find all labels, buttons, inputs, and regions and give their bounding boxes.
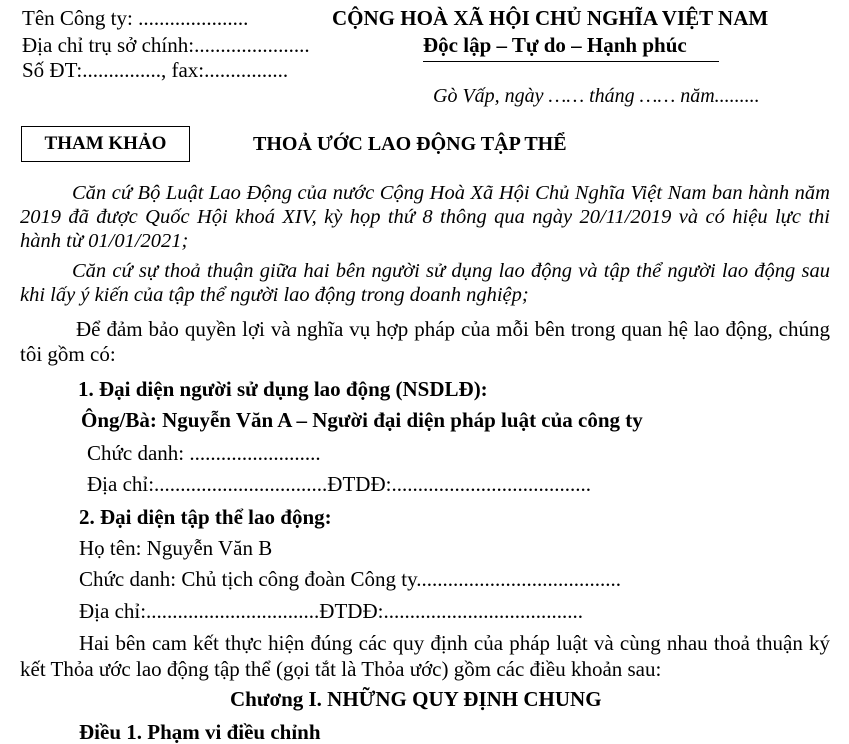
party2-heading: 2. Đại diện tập thể lao động: (79, 505, 332, 529)
company-address: Địa chỉ trụ sở chính:...................... (22, 33, 310, 57)
reference-box: THAM KHẢO (21, 126, 190, 162)
place-date: Gò Vấp, ngày …… tháng …… năm......... (433, 85, 760, 107)
commitment-paragraph: Hai bên cam kết thực hiện đúng các quy định của pháp luật và cùng nhau thoả thuận ký kết Thỏa ước lao động tập thể (gọi tắt là Thỏa ước) gồm các điều khoản sau: (20, 631, 830, 681)
party2-position: Chức danh: Chủ tịch công đoàn Công ty....................................... (79, 567, 621, 591)
party1-address-phone: Địa chỉ:.................................ĐTDĐ:...................................... (87, 472, 591, 496)
motto-underline (423, 61, 719, 62)
party1-representative: Ông/Bà: Nguyễn Văn A – Người đại diện pháp luật của công ty (81, 408, 643, 432)
party2-representative: Họ tên: Nguyễn Văn B (79, 536, 273, 560)
nation-heading: CỘNG HOÀ XÃ HỘI CHỦ NGHĨA VIỆT NAM (332, 6, 769, 30)
intro-paragraph: Để đảm bảo quyền lợi và nghĩa vụ hợp pháp của mỗi bên trong quan hệ lao động, chúng tôi gồm có: (20, 317, 830, 366)
party2-address-phone: Địa chỉ:.................................ĐTDĐ:...................................... (79, 599, 583, 623)
preamble-agreement-basis: Căn cứ sự thoả thuận giữa hai bên người sử dụng lao động và tập thể người lao động sau khi lấy ý kiến của tập thể người lao động trong doanh nghiệp; (20, 260, 830, 306)
company-phone-fax: Số ĐT:..............., fax:................ (22, 58, 289, 82)
preamble-legal-basis: Căn cứ Bộ Luật Lao Động của nước Cộng Hoà Xã Hội Chủ Nghĩa Việt Nam ban hành năm 2019 đã được Quốc Hội khoá XIV, kỳ họp thứ 8 thông qua ngày 20/11/2019 và có hiệu lực thi hành từ 01/01/2021; (20, 182, 830, 252)
company-name: Tên Công ty: ..................... (22, 6, 249, 30)
document-title: THOẢ ƯỚC LAO ĐỘNG TẬP THỂ (253, 133, 567, 155)
national-motto: Độc lập – Tự do – Hạnh phúc (423, 33, 687, 57)
chapter-heading: Chương I. NHỮNG QUY ĐỊNH CHUNG (230, 687, 602, 711)
article-heading: Điều 1. Phạm vi điều chỉnh (79, 720, 321, 744)
party1-position: Chức danh: ......................... (87, 441, 321, 465)
party1-heading: 1. Đại diện người sử dụng lao động (NSDLĐ): (78, 377, 488, 401)
